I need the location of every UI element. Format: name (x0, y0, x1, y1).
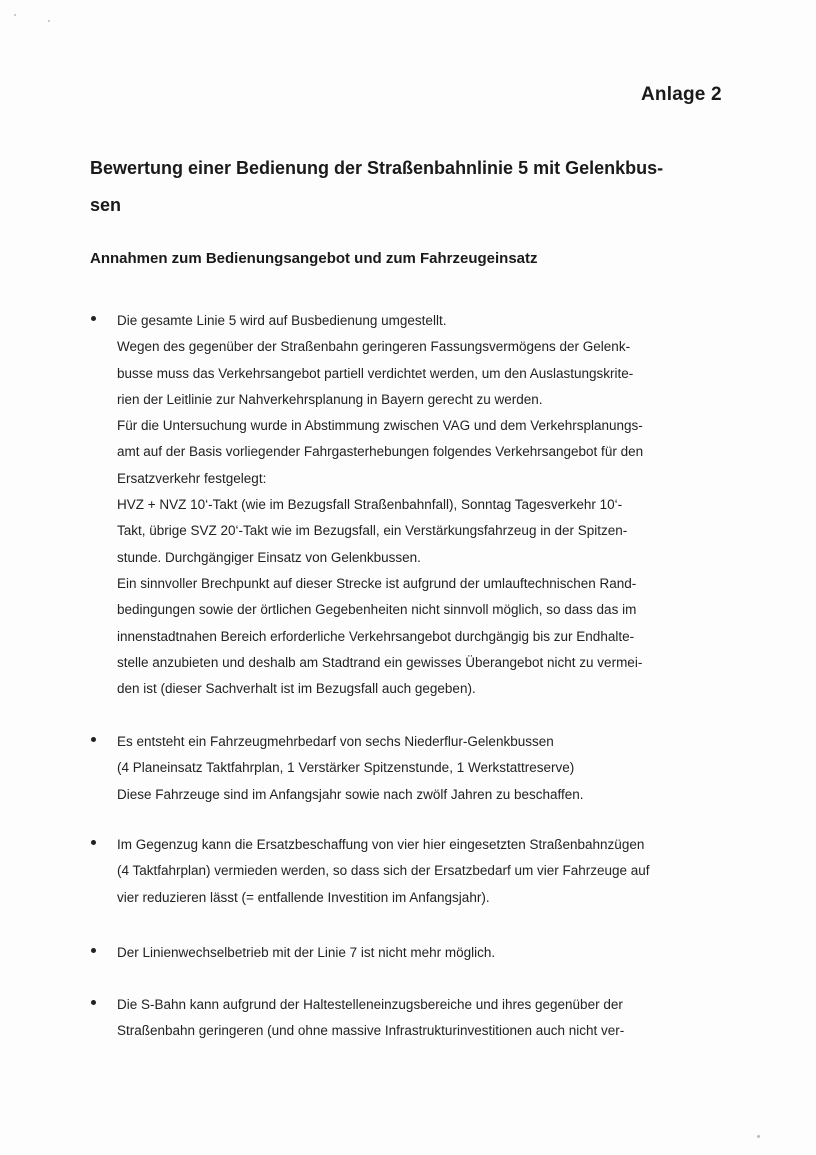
text-line: stunde. Durchgängiger Einsatz von Gelenkbussen. (117, 549, 421, 565)
text-line: den ist (dieser Sachverhalt ist im Bezugsfall auch gegeben). (117, 681, 476, 697)
list-item-text (117, 729, 738, 808)
list-item-text (117, 832, 738, 911)
text-line: (4 Taktfahrplan) vermieden werden, so dass sich der Ersatzbedarf um vier Fahrzeuge auf (117, 863, 650, 879)
list-item (88, 992, 738, 1045)
list-item (88, 832, 738, 911)
scan-speck (757, 1135, 760, 1138)
page-title (90, 150, 730, 224)
scan-speck (48, 20, 50, 22)
text-line: Im Gegenzug kann die Ersatzbeschaffung von vier hier eingesetzten Straßenbahnzügen (117, 837, 645, 852)
list-item-text (117, 940, 738, 966)
bullet-icon (91, 316, 96, 321)
text-line: (4 Planeinsatz Taktfahrplan, 1 Verstärker Spitzenstunde, 1 Werkstattreserve) (117, 760, 575, 776)
text-line: vier reduzieren lässt (= entfallende Investition im Anfangsjahr). (117, 889, 490, 905)
section-heading: Annahmen zum Bedienungsangebot und zum Fahrzeugeinsatz (90, 250, 538, 267)
text-line: Die gesamte Linie 5 wird auf Busbedienung umgestellt. (117, 313, 447, 328)
bullet-icon (91, 1000, 96, 1005)
text-line: amt auf der Basis vorliegender Fahrgasterhebungen folgendes Verkehrsangebot für den (117, 444, 644, 460)
text-line: rien der Leitlinie zur Nahverkehrsplanung in Bayern gerecht zu werden. (117, 391, 543, 407)
list-item (88, 729, 738, 808)
bullet-icon (91, 840, 96, 845)
list-item (88, 940, 738, 966)
title-line: Bewertung einer Bedienung der Straßenbahnlinie 5 mit Gelenkbus- (90, 158, 664, 178)
bullet-icon (91, 948, 96, 953)
list-item (88, 308, 738, 702)
list-item-text (117, 308, 738, 702)
text-line: Diese Fahrzeuge sind im Anfangsjahr sowie nach zwölf Jahren zu beschaffen. (117, 786, 584, 802)
text-line: Es entsteht ein Fahrzeugmehrbedarf von sechs Niederflur-Gelenkbussen (117, 734, 554, 749)
text-line: Für die Untersuchung wurde in Abstimmung zwischen VAG und dem Verkehrsplanungs- (117, 418, 643, 434)
scan-speck (14, 14, 16, 16)
text-line: bedingungen sowie der örtlichen Gegebenheiten nicht sinnvoll möglich, so dass das im (117, 602, 637, 618)
text-line: Der Linienwechselbetrieb mit der Linie 7 ist nicht mehr möglich. (117, 945, 496, 960)
bullet-icon (91, 737, 96, 742)
text-line: Ein sinnvoller Brechpunkt auf dieser Strecke ist aufgrund der umlauftechnischen Rand- (117, 575, 637, 591)
text-line: Ersatzverkehr festgelegt: (117, 470, 267, 486)
text-line: Takt, übrige SVZ 20‘-Takt wie im Bezugsfall, ein Verstärkungsfahrzeug in der Spitzen- (117, 523, 628, 539)
text-line: HVZ + NVZ 10‘-Takt (wie im Bezugsfall Straßenbahnfall), Sonntag Tagesverkehr 10‘- (117, 497, 623, 513)
text-line: Wegen des gegenüber der Straßenbahn geringeren Fassungsvermögens der Gelenk- (117, 339, 631, 355)
list-item-text (117, 992, 738, 1045)
text-line: Die S-Bahn kann aufgrund der Haltestelleneinzugsbereiche und ihres gegenüber der (117, 997, 623, 1012)
text-line: busse muss das Verkehrsangebot partiell verdichtet werden, um den Auslastungskrite- (117, 365, 634, 381)
text-line: Straßenbahn geringeren (und ohne massive Infrastrukturinvestitionen auch nicht ver- (117, 1023, 625, 1039)
annex-label: Anlage 2 (641, 84, 722, 105)
title-line: sen (90, 195, 122, 215)
text-line: stelle anzubieten und deshalb am Stadtrand ein gewisses Überangebot nicht zu vermei- (117, 654, 643, 670)
text-line: innenstadtnahen Bereich erforderliche Verkehrsangebot durchgängig bis zur Endhalte- (117, 628, 635, 644)
